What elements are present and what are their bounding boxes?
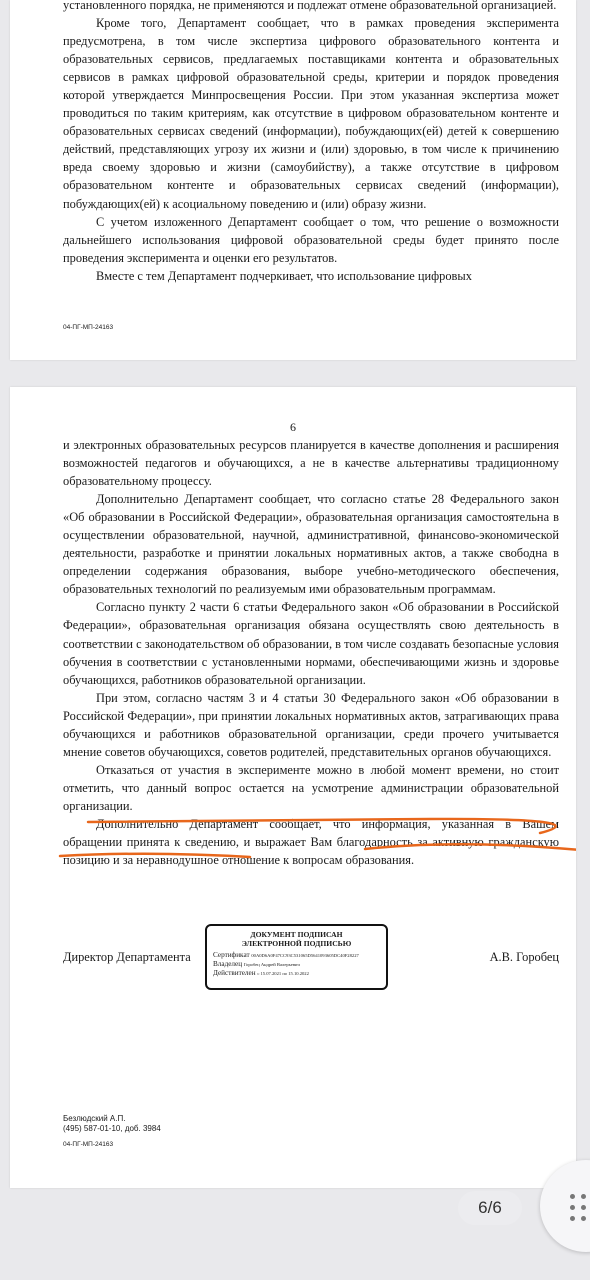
electronic-signature-stamp [205, 924, 388, 990]
paragraph: Вместе с тем Департамент подчеркивает, что использование цифровых [96, 268, 472, 283]
page-number: 6 [290, 420, 296, 434]
highlighted-paragraph: Отказаться от участия в эксперименте можно в любой момент времени, но стоит отметить, что данный вопрос остается на усмотрение администрации образовательной организации. [63, 762, 559, 813]
paragraph: При этом, согласно частям 3 и 4 статьи 30 Федерального закон «Об образовании в Российской Федерации», при принятии локальных нормативных актов, затрагивающих права обучающихся и работников образовательной организации, среди прочего учитывается мнение советов обучающихся, советов родителей, представительных органов обучающихся. [63, 690, 559, 759]
document-page-5 [10, 0, 576, 360]
paragraph: С учетом изложенного Департамент сообщает о том, что решение о возможности дальнейшего использования цифровой образовательной среды будет принято после проведения эксперимента и оценки его результатов. [63, 214, 559, 265]
paragraph: установленного порядка, не применяются и подлежат отмене образовательной организацией. [63, 0, 557, 12]
stamp-owner: Владелец Горобец Андрей Валерьевич [213, 960, 300, 968]
paragraph: Дополнительно Департамент сообщает, что информация, указанная в Вашем обращении принята к сведению, и выражает Вам благодарность за активную гражданскую позицию и за неравнодушное отношение к вопросам образования. [63, 816, 559, 868]
page5-text [63, 0, 559, 285]
stamp-title: ЭЛЕКТРОННОЙ ПОДПИСЬЮ [241, 939, 352, 948]
paragraph: Дополнительно Департамент сообщает, что согласно статье 28 Федерального закон «Об образовании в Российской Федерации», образовательная организация самостоятельна в осуществлении образовательной, научной, административной, финансово-экономической деятельности, разработке и принятии локальных нормативных актов, а также свободна в определении содержания образования, выборе учебно-методического обеспечения, образовательных технологий по реализуемым ими образовательным программам. [63, 492, 559, 597]
executor-phone: (495) 587-01-10, доб. 3984 [63, 1124, 161, 1133]
stamp-validity: Действителен с 15.07.2021 по 15.10.2022 [213, 969, 309, 977]
document-page-6 [10, 387, 576, 1188]
page-indicator: 6/6 [458, 1191, 522, 1225]
paragraph: Кроме того, Департамент сообщает, что в рамках проведения эксперимента предусмотрена, в том числе экспертиза цифрового образовательного контента и образовательных сервисов, предлагаемых поставщиками контента и образовательных сервисов в рамках цифровой образовательной среды, критерии и порядок проведения которой утверждается Минпросвещения России. При этом указанная экспертиза может проводиться по таким критериям, как отсутствие в цифровом образовательном контенте и образовательных сервисах сведений (информации), побуждающих(ей) детей к совершению действий, представляющих угрозу их жизни и (или) здоровью, в том числе к причинению вреда своему здоровью и жизни (самоубийству), а также отсутствие в цифровом образовательном контенте и образовательных сервисах сведений (информации), побуждающих(ей) к асоциальному поведению и (или) образу жизни. [63, 16, 559, 211]
signature-block [63, 930, 559, 1000]
executor-info [63, 1114, 161, 1150]
page6-text [63, 436, 559, 869]
signer-title: Директор Департамента [63, 950, 191, 964]
stamp-cert: Сертификат 00A0D6A0F47CC93C531065D5641093605DC40F28227 [213, 951, 359, 959]
paragraph: Согласно пункту 2 части 6 статьи Федерального закон «Об образовании в Российской Федерации», образовательная организация обязана осуществлять свою деятельность в соответствии с законодательством об образовании, в том числе создавать безопасные условия обучения в соответствии с установленными нормами, обеспечивающими жизнь и здоровье обучающихся, работников образовательной организации. [63, 600, 559, 687]
document-number: 04-ПГ-МП-24163 [63, 324, 114, 331]
stamp-title: ДОКУМЕНТ ПОДПИСАН [250, 930, 343, 939]
paragraph: и электронных образовательных ресурсов планируется в качестве дополнения и расширения возможностей педагогов и обучающихся, а не в качестве альтернативы традиционному образовательному процессу. [63, 438, 559, 489]
executor-name: Безлюдский А.П. [63, 1114, 126, 1123]
document-number: 04-ПГ-МП-24163 [63, 1141, 114, 1148]
signer-name: А.В. Горобец [489, 950, 559, 964]
